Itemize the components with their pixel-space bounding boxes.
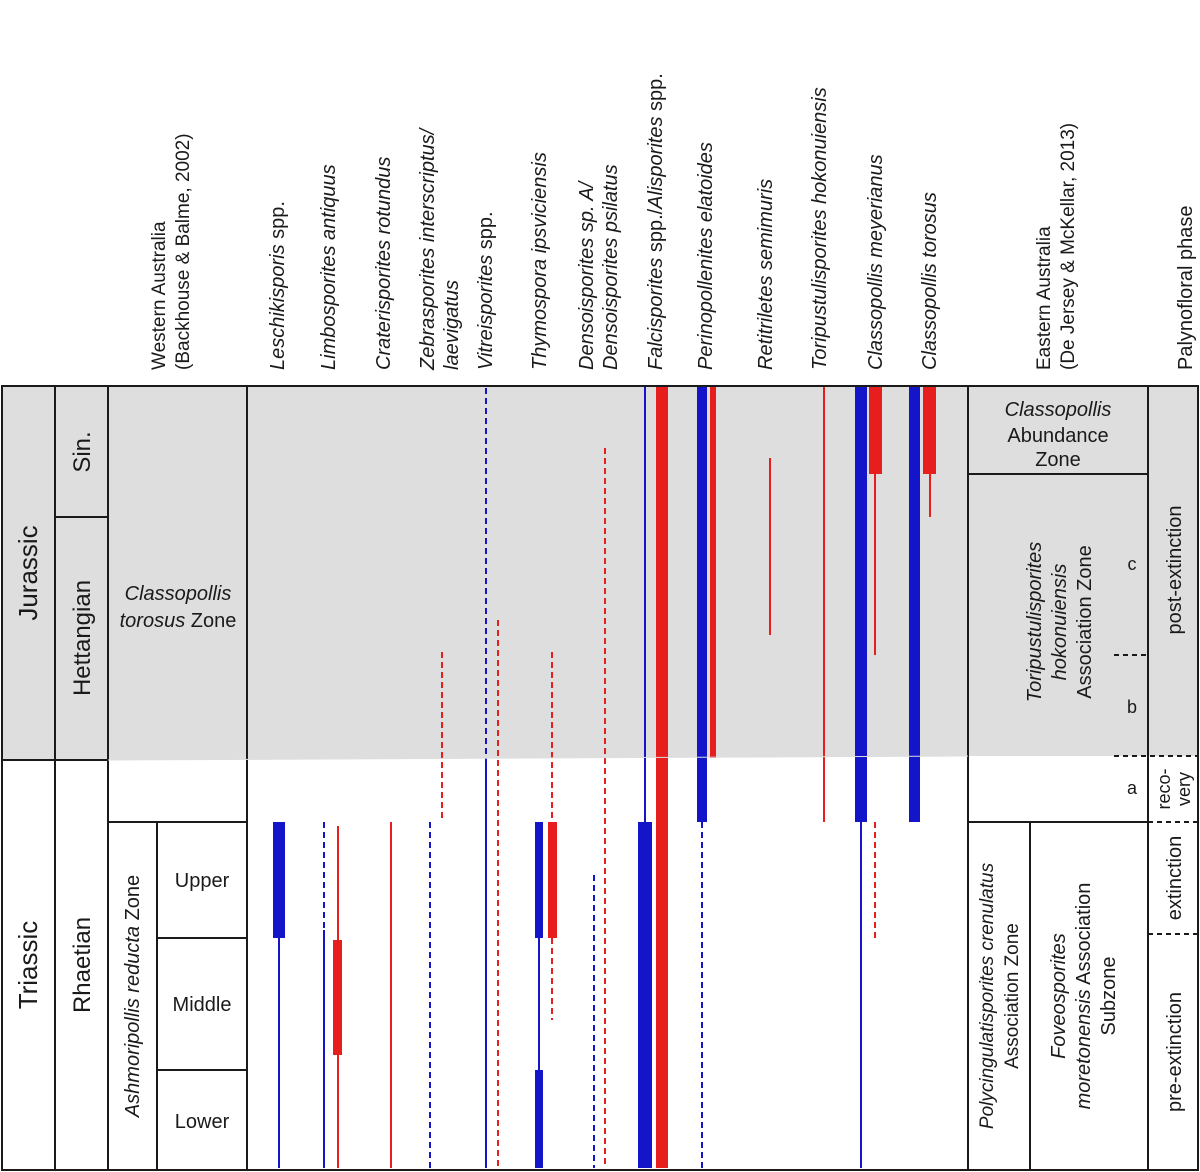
wa-header-line1: Western Australia xyxy=(149,221,170,370)
range-torosus-ea-thick xyxy=(923,386,936,474)
phase-header: Palynofloral phase xyxy=(1175,205,1197,370)
ea-subzone-b: b xyxy=(1126,697,1138,717)
ea-abundance-line1: Classopollis xyxy=(1004,399,1112,421)
ea-foveosporites-line1: Foveosporites xyxy=(1048,933,1070,1059)
taxon-classopollis-meyerianus: Classopollis meyerianus xyxy=(865,154,887,370)
wa-subzone-middle: Middle xyxy=(172,994,232,1016)
wa-classopollis-zone-line2: torosus Zone xyxy=(119,610,237,632)
stage-rhaetian: Rhaetian xyxy=(69,916,96,1014)
phase-recovery-line2: very xyxy=(1174,771,1194,807)
range-leschikisporis-wa-thick xyxy=(273,822,285,938)
taxon-leschikisporis: Leschikisporis spp. xyxy=(267,201,289,370)
stage-sin: Sin. xyxy=(69,431,96,473)
ea-abundance-line3: Zone xyxy=(1035,449,1081,471)
range-perinopollenites-wa-thick xyxy=(697,386,707,822)
wa-classopollis-zone-line1: Classopollis xyxy=(124,583,232,605)
ea-foveosporites-line2: moretonensis Association xyxy=(1073,882,1095,1110)
taxon-classopollis-torosus: Classopollis torosus xyxy=(919,192,941,370)
ea-header-line1: Eastern Australia xyxy=(1034,226,1055,370)
ea-header-line2: (De Jersey & McKellar, 2013) xyxy=(1058,122,1079,370)
range-perinopollenites-ea-thick xyxy=(710,386,716,758)
wa-subzone-upper: Upper xyxy=(174,870,230,892)
taxon-limbosporites: Limbosporites antiquus xyxy=(318,164,340,370)
taxon-vitreisporites: Vitreisporites spp. xyxy=(475,211,497,370)
phase-post-extinction: post-extinction xyxy=(1164,505,1186,635)
ea-polycingulatisporites-line1: Polycingulatisporites crenulatus xyxy=(977,862,998,1130)
taxon-thymospora: Thymospora ipsviciensis xyxy=(529,152,551,370)
taxon-toripustulisporites: Toripustulisporites hokonuiensis xyxy=(809,87,831,370)
wa-header-line2: (Backhouse & Balme, 2002) xyxy=(173,133,194,370)
wa-ashmoripollis-zone: Ashmoripollis reducta Zone xyxy=(122,874,144,1118)
wa-subzone-lower: Lower xyxy=(174,1111,230,1133)
column-headers xyxy=(149,73,1197,371)
taxon-zebrasporites-line2: laevigatus xyxy=(441,279,463,370)
period-triassic: Triassic xyxy=(13,920,43,1010)
ea-foveosporites-line3: Subzone xyxy=(1098,956,1120,1036)
taxon-densoisporites: Densoisporites sp. A/ xyxy=(576,181,598,370)
ea-subzone-c: c xyxy=(1127,554,1137,574)
phase-pre-extinction: pre-extinction xyxy=(1164,991,1186,1113)
taxon-zebrasporites: Zebrasporites interscriptus/ xyxy=(417,128,439,370)
range-thymospora-ea-thick xyxy=(548,822,557,938)
taxon-retitriletes: Retitriletes semimuris xyxy=(755,178,777,370)
stage-hettangian: Hettangian xyxy=(69,579,96,697)
taxon-craterisporites: Craterisporites rotundus xyxy=(373,156,395,370)
range-falcisporites-ea-thick xyxy=(656,386,668,1168)
taxon-perinopollenites: Perinopollenites elatoides xyxy=(695,142,717,370)
range-limbosporites-ea-thick xyxy=(333,940,342,1055)
ea-toripustulisporites-line1: Toripustulisporites xyxy=(1024,541,1046,703)
phase-extinction: extinction xyxy=(1164,835,1186,921)
range-thymospora-wa-thick-upper xyxy=(535,822,543,938)
range-falcisporites-wa-thick xyxy=(638,822,652,1168)
period-jurassic: Jurassic xyxy=(13,525,43,621)
ea-polycingulatisporites-line2: Association Zone xyxy=(1002,923,1023,1069)
ea-toripustulisporites-line2: hokonuiensis xyxy=(1049,563,1071,681)
ea-subzone-a: a xyxy=(1126,778,1138,798)
taxon-densoisporites-line2: Densoisporites psilatus xyxy=(600,164,622,370)
taxon-falcisporites: Falcisporites spp./Alisporites spp. xyxy=(645,73,667,370)
phase-recovery-line1: reco- xyxy=(1154,768,1174,810)
ea-toripustulisporites-line3: Association Zone xyxy=(1074,545,1096,699)
range-thymospora-wa-thick-lower xyxy=(535,1070,543,1168)
range-meyerianus-ea-thick xyxy=(869,386,882,474)
ea-abundance-line2: Abundance xyxy=(1007,425,1109,447)
